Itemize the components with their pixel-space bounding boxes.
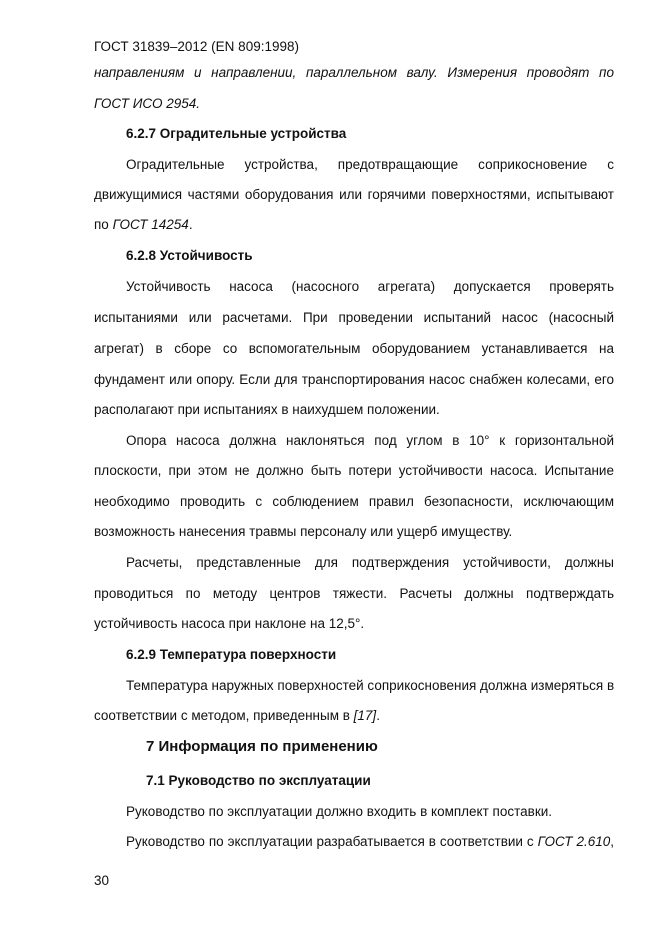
section-heading-6-2-7: 6.2.7 Оградительные устройства — [126, 126, 347, 141]
section-heading-7: 7 Информация по применению — [146, 738, 378, 755]
paragraph-line: проводиться по методу центров тяжести. Расчеты должны подтверждать — [94, 586, 614, 601]
page-number: 30 — [94, 873, 110, 888]
text-run: по — [94, 217, 113, 232]
bibliography-reference: [17] — [353, 708, 377, 723]
document-header: ГОСТ 31839–2012 (EN 809:1998) — [94, 39, 299, 54]
paragraph-line: возможность нанесения травмы персоналу или ущерб имуществу. — [94, 524, 513, 539]
paragraph-line: Оградительные устройства, предотвращающие соприкосновение с — [126, 157, 614, 172]
paragraph-line: Руководство по эксплуатации должно входить в комплект поставки. — [126, 804, 553, 819]
section-heading-6-2-9: 6.2.9 Температура поверхности — [126, 647, 337, 662]
paragraph-line — [94, 708, 614, 723]
paragraph-line — [94, 217, 614, 232]
paragraph-line: Температура наружных поверхностей соприкосновения должна измеряться в — [126, 678, 615, 693]
paragraph-line: направлениям и направлении, параллельном валу. Измерения проводят по — [94, 65, 614, 80]
section-heading-7-1: 7.1 Руководство по эксплуатации — [146, 773, 371, 788]
paragraph-line: располагают при испытаниях в наихудшем положении. — [94, 402, 440, 417]
section-heading-6-2-8: 6.2.8 Устойчивость — [126, 248, 253, 263]
paragraph-line: Опора насоса должна наклоняться под углом в 10° к горизонтальной — [126, 433, 614, 448]
text-run: . — [376, 708, 380, 723]
paragraph-line: Расчеты, представленные для подтверждения устойчивости, должны — [126, 555, 614, 570]
paragraph-line: Устойчивость насоса (насосного агрегата) допускается проверять — [126, 279, 614, 294]
text-run: , — [610, 834, 615, 849]
standard-reference: ГОСТ 14254 — [112, 217, 189, 232]
paragraph-line: фундамент или опору. Если для транспортирования насос снабжен колесами, его — [94, 372, 614, 387]
text-run: . — [188, 217, 193, 232]
paragraph-line: плоскости, при этом не должно быть потери устойчивости насоса. Испытание — [94, 463, 614, 478]
paragraph-line: движущимися частями оборудования или горячими поверхностями, испытывают — [94, 187, 614, 202]
text-run: соответствии с методом, приведенным в — [94, 708, 354, 723]
paragraph-line: испытаниями или расчетами. При проведении испытаний насос (насосный — [94, 310, 614, 325]
paragraph-line: необходимо проводить с соблюдением правил безопасности, исключающим — [94, 494, 614, 509]
paragraph-line: агрегат) в сборе со вспомогательным оборудованием устанавливается на — [94, 341, 614, 356]
paragraph-line: устойчивость насоса при наклоне на 12,5°. — [94, 616, 365, 631]
paragraph-line: ГОСТ ИСО 2954. — [94, 96, 200, 111]
standard-reference: ГОСТ 2.610 — [537, 834, 611, 849]
text-run: Руководство по эксплуатации разрабатывается в соответствии с — [126, 834, 538, 849]
paragraph-line — [126, 834, 614, 849]
